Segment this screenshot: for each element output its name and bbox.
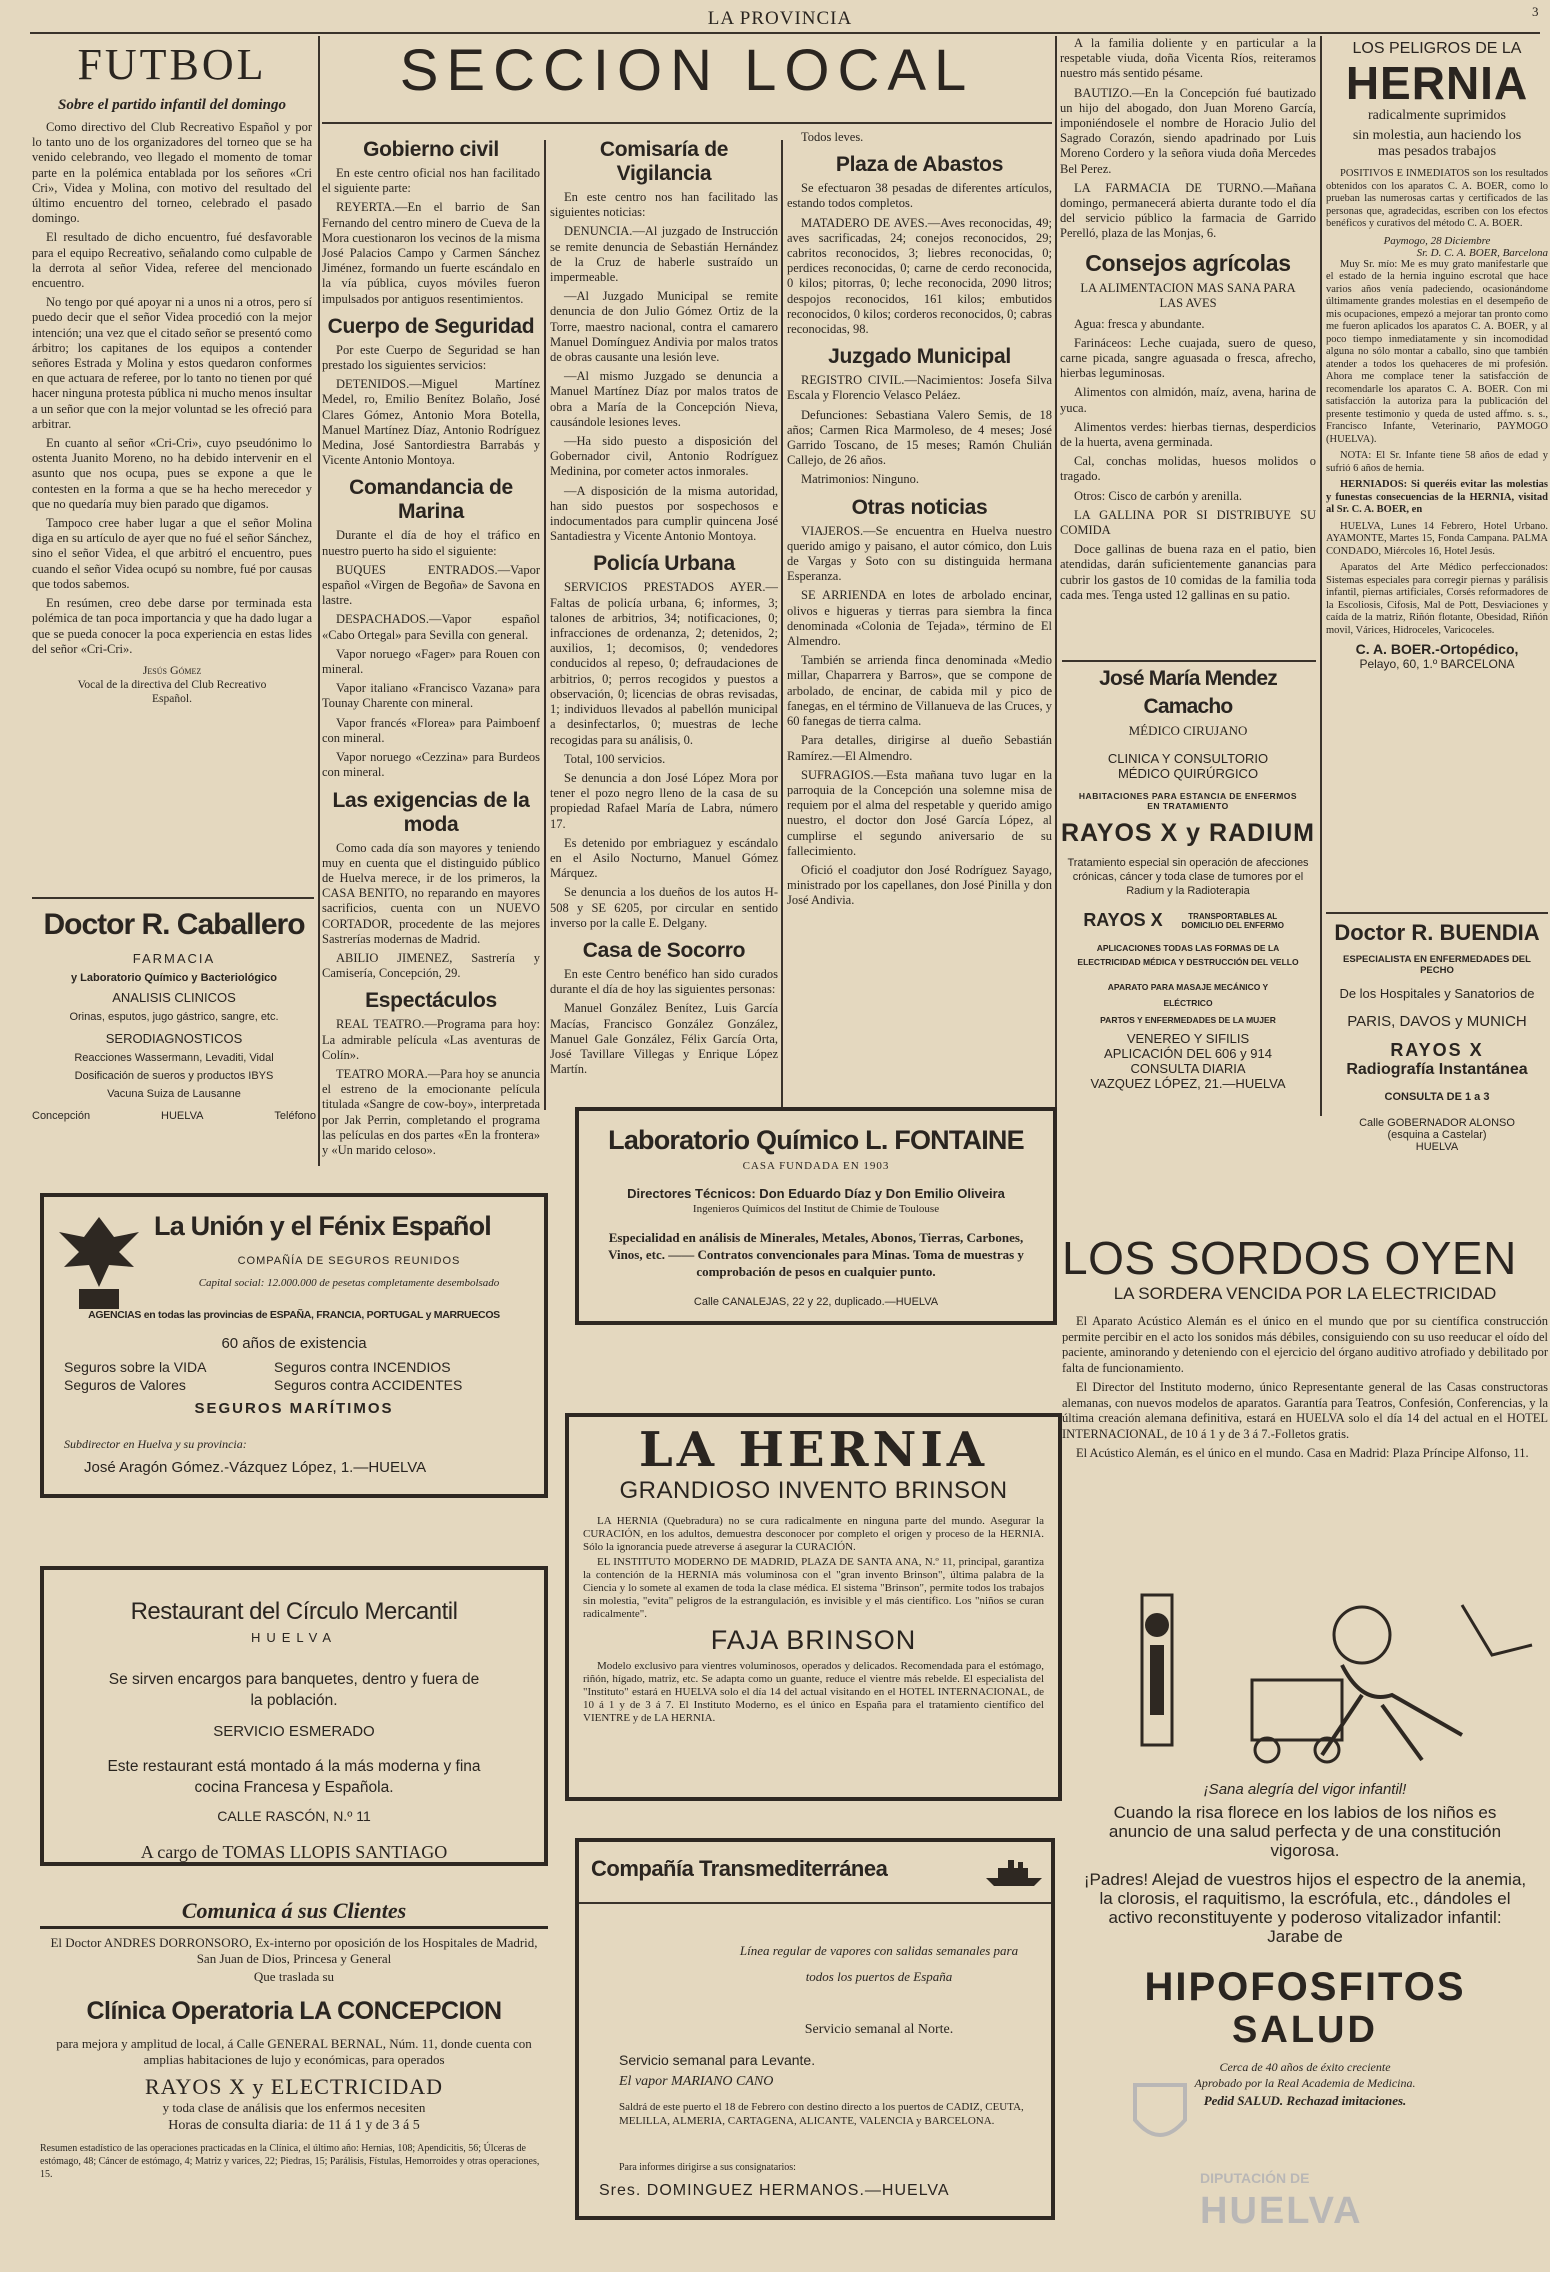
union-l4: 60 años de existencia (221, 1335, 367, 1352)
restaurant-ad (40, 1566, 548, 1866)
hipo-l8: Pedid SALUD. Rechazad imitaciones. (1203, 2093, 1407, 2108)
fontaine-l1: CASA FUNDADA EN 1903 (742, 1160, 890, 1172)
mendez-l13: VAZQUEZ LÓPEZ, 21.—HUELVA (1090, 1076, 1286, 1091)
mendez-l5: Tratamiento especial sin operación de afecciones crónicas, cáncer y toda clase de tumores por el Radium y la Radioterapia (1067, 857, 1309, 897)
divider (1326, 912, 1548, 914)
news-paragraph: También se arrienda finca denominada «Medio millar, Chaparrera y Barros», que se compone de arbolado, de encinar, de cabida mil y pico de fanegas, en el término de Villanueva de las Cruces, y 60 fanegas de tierra calma. (787, 653, 1052, 729)
caballero-city: HUELVA (161, 1110, 204, 1122)
transmed-l2: Servicio semanal al Norte. (804, 2022, 954, 2037)
sordos-body: El Aparato Acústico Alemán es el único en el mundo que por su científica construcción permite percibir en el acto los sonidos más débiles, consiguiendo con su uso reeducar el oído del paciente, aminorando y deteniendo con el ejercicio del órgano auditivo atrofiado y debilitado por falta de funcionamiento. (1062, 1314, 1548, 1375)
mendez-l10: VENEREO Y SIFILIS (1126, 1031, 1250, 1046)
consejos-paragraph: LA GALLINA POR SI DISTRIBUYE SU COMIDA (1060, 507, 1316, 538)
fontaine-l3: Ingenieros Químicos del Institut de Chimie de Toulouse (692, 1203, 940, 1215)
transmed-title: Compañía Transmediterránea (591, 1856, 888, 1881)
union-l6a: Seguros de Valores (64, 1377, 186, 1393)
sordos-ad (1062, 1232, 1548, 1572)
union-l1: COMPAÑÍA DE SEGUROS REUNIDOS (237, 1255, 461, 1267)
brinson-body: LA HERNIA (Quebradura) no se cura radicalmente en ninguna parte del mundo. Asegurar la CURACIÓN, en los adultos, demuestra desconocer por completo el origen y proceso de la HERNIA. Sólo la ignorancia puede atreverse á asegurar la CURACIÓN. (583, 1515, 1044, 1553)
mendez-ad (1060, 665, 1316, 1210)
news-paragraph: TEATRO MORA.—Para hoy se anuncia el estreno de la emocionante película titulada «Sangre de cow-boy», interpretada por Jak Perrin, completando el programa las películas en dos partes «En la frontera» y «Un marido celoso». (322, 1066, 540, 1157)
clinica-title: Comunica á sus Clientes (40, 1898, 548, 1929)
consejos-sub: LA ALIMENTACION MAS SANA PARA LAS AVES (1080, 280, 1296, 310)
futbol-paragraph: Como directivo del Club Recreativo Español y por lo tanto uno de los organizadores del torneo que se ha venido celebrando, veo llegado el momento de tomar parte en la polémica entablada por los señores «Cri Cri», Videa y Molina, con motivo del resultado del último encuentro del torneo, celebrado el pasado domingo. (32, 120, 312, 226)
consejos-paragraph: Alimentos verdes: hierbas tiernas, desperdicios de la huerta, avena germinada. (1060, 419, 1316, 450)
buendia-l3: PARIS, DAVOS y MUNICH (1347, 1013, 1527, 1030)
news-paragraph: DENUNCIA.—Al juzgado de Instrucción se remite denuncia de Sebastián Hernández de la Cruz de haberle sustraído un impermeable. (550, 224, 778, 285)
section-heading: Comandancia de Marina (349, 476, 513, 524)
fontaine-ad (575, 1107, 1057, 1325)
news-paragraph: —Ha sido puesto a disposición del Gobernador civil, Antonio Rodríguez Medinina, por cometer actos inmorales. (550, 434, 778, 479)
news-paragraph: Por este Cuerpo de Seguridad se han prestado los siguientes servicios: (322, 342, 540, 373)
buendia-l2: De los Hospitales y Sanatorios de (1339, 986, 1535, 1001)
caballero-orinas: Orinas, esputos, jugo gástrico, sangre, etc. (69, 1011, 279, 1023)
fontaine-l4: Especialidad en análisis de Minerales, Metales, Abonos, Tierras, Carbones, Vinos, etc. —— Contratos convencionales para Minas. Toma de muestras y comprobación de pesos en cualquier punto. (608, 1230, 1024, 1279)
section-heading: Casa de Socorro (582, 938, 746, 962)
buendia-l5: Radiografía Instantánea (1346, 1061, 1528, 1078)
caballero-dosif: Dosificación de sueros y productos IBYS (74, 1070, 274, 1082)
section-heading: Policía Urbana (593, 552, 735, 576)
news-paragraph: Se denuncia a los dueños de los autos H-508 y SE 6205, por circular en sentido inverso por la calle E. Delgany. (550, 885, 778, 930)
buendia-name: Doctor R. BUENDIA (1334, 920, 1540, 945)
seccion-col2 (550, 130, 778, 1105)
futbol-subtitle: Sobre el partido infantil del domingo (58, 97, 286, 113)
brinson-faja: FAJA BRINSON (710, 1625, 917, 1655)
news-paragraph: SE ARRIENDA en lotes de arbolado encinar, olivos e higueras y tierras para siembra la finca denominada «Colonia de Tejada», término de El Almendro. (787, 588, 1052, 649)
transmed-l4: El vapor MARIANO CANO (619, 2074, 774, 2089)
hipo-l7: Aprobado por la Real Academia de Medicina. (1194, 2076, 1416, 2090)
union-l5b: Seguros contra INCENDIOS (274, 1359, 451, 1375)
caballero-lab: y Laboratorio Químico y Bacteriológico (71, 972, 277, 984)
hernia-boer-ad (1326, 40, 1548, 910)
news-paragraph: Vapor italiano «Francisco Vazana» para Tounay Charente con mineral. (322, 681, 540, 711)
page-number: 3 (1532, 4, 1539, 19)
news-paragraph: —Al mismo Juzgado se denuncia a Manuel Martínez Díaz por malos tratos de obra a María de la Concepción Nieva, causándole lesiones leves. (550, 369, 778, 429)
news-paragraph: Para detalles, dirigirse al dueño Sebastián Ramírez.—El Almendro. (787, 733, 1052, 763)
fontaine-l2: Directores Técnicos: Don Eduardo Díaz y Don Emilio Oliveira (627, 1186, 1005, 1201)
child-illustration (1062, 1585, 1548, 1770)
caballero-analisis: ANALISIS CLINICOS (112, 990, 236, 1005)
consejos-paragraph: Alimentos con almidón, maíz, avena, harina de yuca. (1060, 385, 1316, 415)
futbol-paragraph: Tampoco cree haber lugar a que el señor Molina diga en su artículo de ayer que no fué el señor Sánchez, sino el señor Videa, el que arbitró el encuentro, pues cuando el señor Videa ocupó su nombre, fué por causas que todos sabemos. (32, 516, 312, 591)
hernia-boer-sub3: mas pesados trabajos (1377, 144, 1497, 159)
clinica-l2: Que traslada su (253, 1969, 335, 1984)
caballero-address: Concepción (32, 1110, 91, 1122)
caballero-phone: Teléfono (274, 1110, 316, 1122)
ship-icon (984, 1856, 1044, 1888)
union-l2: Capital social: 12.000.000 de pesetas completamente desembolsado (198, 1277, 500, 1289)
consejos-title: Consejos agrícolas (1085, 249, 1291, 276)
mendez-role: MÉDICO CIRUJANO (1128, 723, 1248, 738)
restaurant-l2: SERVICIO ESMERADO (213, 1723, 375, 1740)
hernia-boer-letter-to: Sr. D. C. A. BOER, Barcelona (1416, 246, 1548, 259)
mendez-l9: PARTOS Y ENFERMEDADES DE LA MUJER (1100, 1015, 1276, 1025)
clinica-ad (40, 1898, 548, 2203)
buendia-l1: ESPECIALISTA EN ENFERMEDADES DEL PECHO (1343, 954, 1531, 976)
section-heading: Gobierno civil (363, 138, 499, 161)
clinica-l7: Horas de consulta diaria: de 11 á 1 y de 3 á 5 (168, 2118, 420, 2133)
restaurant-l4: CALLE RASCÓN, N.º 11 (217, 1808, 371, 1824)
mendez-l2: MÉDICO QUIRÚRGICO (1117, 766, 1259, 781)
news-paragraph: Vapor noruego «Fager» para Rouen con mineral. (322, 646, 540, 677)
consejos-paras (1060, 317, 1316, 603)
news-paragraph: DESPACHADOS.—Vapor español «Cabo Ortegal» para Sevilla con general. (322, 612, 540, 642)
futbol-title: FUTBOL (77, 40, 267, 89)
news-paragraph: Es detenido por embriaguez y escándalo en el Asilo Nocturno, Manuel Gómez Márquez. (550, 835, 778, 881)
clinica-l5: RAYOS X y ELECTRICIDAD (144, 2074, 444, 2099)
hipo-l6: Cerca de 40 años de éxito creciente (1219, 2060, 1391, 2074)
hernia-boer-letter-head: Paymogo, 28 Diciembre (1383, 234, 1491, 247)
col-rule-2 (544, 140, 546, 1110)
hernia-boer-letter: Muy Sr. mío: Me es muy grato manifestarle que el estado de la hernia inguino escrotal que hace varios años venía padeciendo, ocasionándome últimamente grandes molestias en el desempeño de mis ocupaciones, empezó a mejorar tan pronto como me fueron aplicados los aparatos C. A. BOER, y al poco tiempo inmediatamente y sin incomodidad alguna no sólo montar a caballo, sino que también atender a todos los quehaceres de mi profesión. Ahora me complace tener la satisfacción de recomendarle los aparatos C. A. BOER. Con mi satisfacción la autoriza para la publicación del presente testimonio y queda de usted affmo. s. s., Francisco Infante, Veterinario, PAYMOGO (HUELVA). (1326, 258, 1548, 445)
transmed-l3: Servicio semanal para Levante. (619, 2052, 816, 2068)
section-heading: Cuerpo de Seguridad (327, 314, 535, 338)
brinson-sub: GRANDIOSO INVENTO BRINSON (619, 1477, 1008, 1504)
col-rule-5 (1320, 36, 1322, 1116)
restaurant-city: HUELVA (250, 1630, 338, 1645)
sordos-body3: El Acústico Alemán, es el único en el mundo. Casa en Madrid: Plaza Príncipe Alfonso, 11. (1076, 1446, 1529, 1460)
futbol-paragraph: En resúmen, creo debe darse por terminada esta polémica de tan poca importancia y que ha dado lugar a que se pueda conocer la poca experiencia en estas lides del señor «Cri-Cri». (32, 596, 312, 656)
news-paragraph: ABILIO JIMENEZ, Sastrería y Camisería, Concepción, 29. (322, 950, 540, 981)
union-title: La Unión y el Fénix Español (154, 1211, 491, 1241)
news-paragraph: En este Centro benéfico han sido curados durante el día de hoy las siguientes personas: (550, 966, 778, 997)
col4-paras (1060, 36, 1316, 242)
seccion-local-title: SECCION LOCAL (399, 38, 975, 103)
news-paragraph: REYERTA.—En el barrio de San Fernando del centro minero de Cueva de la Mora cuestionaron los vecinos de la misma José Palacios Campo y Carmen Sánchez Jiménez, formando un fuerte escándalo en la vía pública, cuyos móviles fueron impulsados por antiguos resentimientos. (322, 200, 540, 306)
brinson-title: LA HERNIA (638, 1422, 989, 1478)
masthead: LA PROVINCIA (707, 8, 853, 29)
section-heading: Plaza de Abastos (835, 153, 1004, 177)
mendez-l8: APARATO PARA MASAJE MECÁNICO Y ELÉCTRICO (1107, 982, 1269, 1008)
mendez-l11: APLICACIÓN DEL 606 y 914 (1104, 1046, 1272, 1061)
news-paragraph: Durante el día de hoy el tráfico en nuestro puerto ha sido el siguiente: (322, 528, 540, 558)
news-paragraph: LA FARMACIA DE TURNO.—Mañana domingo, permanecerá abierta durante todo el día del servicio público la farmacia de Garrido Perelló, plaza de las Monjas, 6. (1060, 180, 1316, 241)
divider (1062, 660, 1316, 662)
mendez-l3: HABITACIONES PARA ESTANCIA DE ENFERMOS EN TRATAMIENTO (1078, 791, 1298, 811)
buendia-l4: RAYOS X (1390, 1040, 1484, 1060)
transmed-l6: Para informes dirigirse a sus consignatarios: (619, 2162, 796, 2173)
brinson-body3: Modelo exclusivo para vientres voluminosos, operados y delicados. Recomendada para el estómago, riñón, hígado, matriz, etc. Se adapta como un guante, reduce el vientre más rebelde. El especialista del "Instituto" estará en HUELVA solo el día 14 del actual visitando en el HOTEL INTERNACIONAL, de 10 á 1 y de 3 á 7. El Instituto Moderno, es el único en España para el tratamiento científico del VIENTRE y de LA HERNIA. (583, 1660, 1044, 1724)
restaurant-l3: Este restaurant está montado á la más moderna y fina cocina Francesa y Española. (107, 1758, 481, 1796)
news-paragraph: BAUTIZO.—En la Concepción fué bautizado un hijo del abogado, don Juan Moreno García, imponiéndosele el nombre de Horacio Julio del Sagrado Corazón, siendo apadrinado por Luis Moreno Cordero y la señora viuda doña Mercedes Bel Perez. (1060, 85, 1316, 176)
consejos-paragraph: Farináceos: Leche cuajada, suero de queso, carne picada, sangre aguasada o fresca, afrecho, hierbas leguminosas. (1060, 335, 1316, 381)
hernia-boer-footer: C. A. BOER.-Ortopédico, (1355, 641, 1519, 657)
fontaine-title: Laboratorio Químico L. FONTAINE (608, 1125, 1024, 1155)
news-paragraph: Como cada día son mayores y teniendo muy en cuenta que el distinguido público de Huelva merece, ir de los primeros, la CASA BENITO, no reparando en mayores sacrificios, cuenta con un NUEVO CORTADOR, procedente de las mejores Sastrerías modernas de Madrid. (322, 840, 540, 946)
col-rule-4 (1055, 36, 1057, 1116)
caballero-vacuna: Vacuna Suiza de Lausanne (107, 1088, 241, 1100)
hernia-boer-nota: NOTA: El Sr. Infante tiene 58 años de edad y sufrió 6 años de hernia. (1326, 450, 1548, 474)
caballero-ad (32, 905, 316, 1155)
union-l9: José Aragón Gómez.-Vázquez López, 1.—HUELVA (84, 1459, 427, 1476)
futbol-body (32, 120, 312, 657)
clinica-l6: y toda clase de análisis que los enfermos necesiten (162, 2100, 426, 2115)
col-rule-3 (781, 140, 783, 1110)
seccion-col3 (787, 130, 1052, 1105)
union-l5a: Seguros sobre la VIDA (64, 1359, 207, 1375)
mendez-name: José María Mendez Camacho (1099, 667, 1277, 718)
caballero-farmacia: FARMACIA (132, 951, 216, 966)
hernia-boer-title: HERNIA (1345, 57, 1529, 109)
clinica-l1: El Doctor ANDRES DORRONSORO, Ex-interno por oposición de los Hospitales de Madrid, San Juan de Dios, Princesa y General (50, 1935, 538, 1966)
news-paragraph: Vapor francés «Florea» para Paimboenf con mineral. (322, 715, 540, 745)
col4-news (1060, 36, 1316, 676)
title-rule (322, 122, 1052, 124)
futbol-signature-role: Vocal de la directiva del Club Recreativo Español. (77, 678, 267, 705)
union-l3: AGENCIAS en todas las provincias de ESPAÑA, FRANCIA, PORTUGAL y MARRUECOS (88, 1309, 500, 1321)
mendez-l7: APLICACIONES TODAS LAS FORMAS DE LA ELECTRICIDAD MÉDICA Y DESTRUCCIÓN DEL VELLO (1077, 943, 1299, 967)
futbol-paragraph: El resultado de dicho encuentro, fué desfavorable para el equipo Recreativo, señalando como culpable de la derrota al señor Videa, referee del mencionado encuentro. (32, 230, 312, 291)
clinica-l8: Resumen estadístico de las operaciones practicadas en la Clínica, el último año: Hernias, 108; Apendicitis, 56; Úlceras de estómago, 48; Cáncer de estómago, 4; Matriz y varices, 22; Piedras, 15; Parálisis, Fístulas, Hemorroides y otras operaciones, 15. (40, 2143, 540, 2180)
section-heading: Las exigencias de la moda (332, 788, 530, 836)
seccion-col1 (322, 130, 540, 1160)
stamp-l2: HUELVA (1200, 2190, 1363, 2232)
hernia-boer-body: POSITIVOS E INMEDIATOS son los resultados obtenidos con los aparatos C. A. BOER, como lo prueban las numerosas cartas y certificados de las personas que, agradecidas, escriben con los efectos benéficos y curativos del método C. A. BOER. (1326, 168, 1548, 229)
phoenix-icon (54, 1207, 144, 1317)
futbol-paragraph: No tengo por qué apoyar ni a unos ni a otros, pero sí puedo decir que el señor Videa procedió con la mejor intención; una vez que el citado señor se presentó como árbitro; los capitanes de los equipos a contender señores Estrada y Molina y estos quedaron conformes en que actuara de referee, por lo tanto no tienen por qué hacer ninguna protesta pública ni mucho menos insultar a un señor que con la mejor voluntad se les ofreció para arbitrar. (32, 295, 312, 431)
brinson-body2: EL INSTITUTO MODERNO DE MADRID, PLAZA DE SANTA ANA, N.º 11, principal, garantiza la contención de la HERNIA más voluminosa con el "gran invento Brinson", última palabra de la Ciencia y lo somete al examen de toda la clase médica. El sistema "Brinson", permite todos los trabajos sin molestia, "evita" peligros de la estrangulación, es invisible y el más científico. Los "niños se curan radicalmente". (583, 1556, 1044, 1620)
news-paragraph: Se denuncia a don José López Mora por tener el pozo negro lleno de la casa de su propiedad Rafael María de Labra, número 17. (550, 770, 778, 831)
hipo-l1: ¡Sana alegría del vigor infantil! (1203, 1781, 1407, 1798)
hipo-l3: ¡Padres! Alejad de vuestros hijos el espectro de la anemia, la clorosis, el raquitismo, la escrófula, etc., dándoles el activo reconstituyente y poderoso vitalizador infantil: Jarabe de (1083, 1870, 1527, 1946)
section-heading: Otras noticias (851, 495, 988, 519)
mendez-l12: CONSULTA DIARIA (1130, 1061, 1246, 1076)
buendia-l7: Calle GOBERNADOR ALONSO (1359, 1117, 1515, 1129)
union-fenix-ad (40, 1193, 548, 1498)
buendia-l8: (esquina a Castelar) (1387, 1129, 1487, 1141)
hipo-l4: HIPOFOSFITOS (1144, 1965, 1466, 2009)
hernia-boer-top: LOS PELIGROS DE LA (1352, 40, 1522, 57)
section-heading: Comisaría de Vigilancia (599, 138, 729, 185)
restaurant-l5: A cargo de TOMAS LLOPIS SANTIAGO (140, 1842, 448, 1862)
transmed-l5: Saldrá de este puerto el 18 de Febrero con destino directo a los puertos de CADIZ, CEUTA, MELILLA, ALMERIA, CARTAGENA, ALICANTE, VALENCIA y BARCELONA. (619, 2101, 1024, 2127)
news-paragraph: Todos leves. (801, 130, 864, 144)
news-paragraph: DETENIDOS.—Miguel Martínez Medel, ro, Emilio Benítez Bolaño, José Clares Gómez, Antonio Mora Botella, Manuel Martínez Díaz, Antonio Rodríguez Medina, José Santordiestra Barrabás y Vicente Antonio Montoya. (322, 377, 540, 468)
transmed-l1: Línea regular de vapores con salidas semanales para todos los puertos de España (739, 1943, 1019, 1984)
news-paragraph: En este centro nos han facilitado las siguientes noticias: (550, 190, 778, 220)
divider (32, 897, 314, 899)
news-paragraph: En este centro oficial nos han facilitado el siguiente parte: (322, 166, 540, 196)
mendez-rayos: RAYOS X y RADIUM (1060, 819, 1315, 847)
futbol-signature: Jesús Gómez (142, 662, 202, 677)
restaurant-l1: Se sirven encargos para banquetes, dentro y fuera de la población. (108, 1671, 480, 1709)
news-paragraph: BUQUES ENTRADOS.—Vapor español «Virgen de Begoña» de Savona en lastre. (322, 562, 540, 608)
news-paragraph: Defunciones: Sebastiana Valero Semis, de 18 años; Carmen Rica Marmoleso, de 4 meses; José Garrido Toscano, de 15 meses; Ramón Chulián Callejo, de 26 años. (787, 407, 1052, 468)
news-paragraph: Ofició el coadjutor don José Rodríguez Sayago, ministrado por los capellanes, don José Pinilla y don José Andivia. (787, 862, 1052, 908)
archive-stamp (1130, 2060, 1460, 2260)
union-l6b: Seguros contra ACCIDENTES (274, 1377, 463, 1393)
union-l7: SEGUROS MARÍTIMOS (194, 1400, 394, 1417)
news-paragraph: MATADERO DE AVES.—Aves reconocidas, 49; aves sacrificadas, 24; conejos reconocidos, 29; cabritos reconocidos, 3; liebres reconocidas, 0; perdices reconocidas, 0; carne de cerdo reconocida, 0 kilos; pitorras, 0; leche reconocida, 2090 litros; despojos reconocidos, 161 kilos; embutidos reconocidos, 0 kilos; corderos reconocidos, 0; cabras reconocidas, 98. (787, 215, 1052, 337)
news-paragraph: Se efectuaron 38 pesadas de diferentes artículos, estando todos completos. (787, 181, 1052, 211)
consejos-paragraph: Agua: fresca y abundante. (1074, 316, 1205, 331)
buendia-l9: HUELVA (1415, 1141, 1459, 1153)
news-paragraph: —Al Juzgado Municipal se remite denuncia de don Julio Gómez Ortiz de la Torre, maestro nacional, contra el camarero Manuel Domínguez Andivia por malos tratos de obras causante una lesión leve. (550, 289, 778, 365)
stamp-l1: DIPUTACIÓN DE (1200, 2170, 1310, 2186)
transmed-l7: Sres. DOMINGUEZ HERMANOS.—HUELVA (599, 2182, 950, 2199)
hernia-boer-aparatos: Aparatos del Arte Médico perfeccionados: Sistemas especiales para corregir piernas y parálisis infantil, piernas artificiales, Corsés reformadores de la Escoliosis, Cifosis, Mal de Pott, Desviaciones y caída de la matriz, Riñón flotante, Obesidad, Riñón movil, Várices, Hidroceles, Varicoceles. (1326, 562, 1548, 636)
hernia-brinson-ad (565, 1413, 1062, 1801)
news-paragraph: —A disposición de la misma autoridad, han sido puestos por sospechosos e indocumentados para cumplir quincena José Santadiestra y Vicente Antonio Montoya. (550, 483, 778, 544)
clinica-l3: Clínica Operatoria LA CONCEPCION (86, 1997, 502, 2025)
section-heading: Espectáculos (365, 989, 497, 1013)
news-paragraph: A la familia doliente y en particular a la respetable viuda, doña Vicenta Ríos, reiteramos nuestro más sentido pésame. (1060, 36, 1316, 81)
hernia-boer-towns: HUELVA, Lunes 14 Febrero, Hotel Urbano. AYAMONTE, Martes 15, Fonda Campana. PALMA CONDADO, Miércoles 16, Hotel Jesús. (1326, 520, 1548, 557)
sordos-title: LOS SORDOS OYEN (1062, 1232, 1517, 1284)
mendez-l6b: TRANSPORTABLES AL DOMICILIO DEL ENFERMO (1181, 911, 1284, 930)
header-rule (30, 32, 1540, 34)
transmed-rule (579, 1902, 1053, 1904)
hernia-boer-sub2: sin molestia, aun haciendo los (1352, 128, 1522, 143)
news-paragraph: Manuel González Benítez, Luis García Macías, Francisco González González, Manuel Gale González, Félix García Orta, José Tavillare Villegas y Enrique López Martín. (550, 1001, 778, 1077)
section-heading: Juzgado Municipal (828, 345, 1011, 369)
buendia-l6: CONSULTA DE 1 a 3 (1384, 1091, 1490, 1103)
hipo-l5: SALUD (1232, 2009, 1378, 2051)
consejos-paragraph: Cal, conchas molidas, huesos molidos o tragado. (1060, 454, 1316, 484)
buendia-ad (1326, 918, 1548, 1208)
crest-icon (1130, 2080, 1190, 2150)
news-paragraph: REGISTRO CIVIL.—Nacimientos: Josefa Silva Escala y Florencio Velasco Peláez. (787, 373, 1052, 403)
news-paragraph: REAL TEATRO.—Programa para hoy: La admirable película «Las aventuras de Colín». (322, 1017, 540, 1062)
sordos-body2: El Director del Instituto moderno, único Representante general de las Casas constructoras alemanas, con nuevos modelos de aparatos. Garantía para Teatros, Confesión, Conferencias, y la última creación alemana definitiva, estará en HUELVA solo el día 14 del actual en el HOTEL INTERNACIONAL, de 10 á 1 y de 3 á 7.-Folletos gratis. (1062, 1380, 1548, 1441)
restaurant-title: Restaurant del Círculo Mercantil (130, 1598, 458, 1625)
caballero-reacciones: Reacciones Wassermann, Levaditi, Vidal (74, 1052, 274, 1064)
sordos-sub: LA SORDERA VENCIDA POR LA ELECTRICIDAD (1113, 1284, 1497, 1303)
futbol-paragraph: En cuanto al señor «Cri-Cri», cuyo pseudónimo lo ostenta Juanito Moreno, no ha debido intervenir en el asunto que nos ocupa, pues se expone a que le contesten en la forma a que se ha hecho merecedor y que no quedaría muy bien parado que digamos. (32, 436, 312, 511)
consejos-paragraph: Doce gallinas de buena raza en el patio, bien atendidas, darán suficientemente ganancias para cubrir los gastos de 10 comidas de la familia toda cada mes. Tenga usted 12 gallinas en su patio. (1060, 542, 1316, 602)
caballero-name: Doctor R. Caballero (43, 908, 305, 941)
clinica-l4: para mejora y amplitud de local, á Calle GENERAL BERNAL, Núm. 11, donde cuenta con amplias habitaciones de lujo y económicas, para operados (56, 2036, 532, 2067)
hernia-boer-herniados: HERNIADOS: Si queréis evitar las molestias y funestas consecuencias de la HERNIA, visitad al Sr. C. A. BOER, en (1326, 479, 1548, 515)
mendez-rayos2: RAYOS X (1083, 910, 1163, 930)
mendez-l1: CLINICA Y CONSULTORIO (1107, 751, 1269, 766)
news-paragraph: VIAJEROS.—Se encuentra en Huelva nuestro querido amigo y paisano, el autor cómico, don Luis de Vargas y Soto con su distinguida hermana Esperanza. (787, 523, 1052, 584)
hernia-boer-sub1: radicalmente suprimidos (1367, 108, 1507, 123)
news-paragraph: SERVICIOS PRESTADOS AYER.—Faltas de policía urbana, 6; informes, 3; talones de arbitrios, 34; notificaciones, 0; infracciones de ordenanza, 2; detenidos, 2; auxilios, 1; decomisos, 0; vendedores conducidos al repeso, 0; defraudaciones de arbitrios, 0; perros recogidos y puestos a observación, 0; licencias de obras revisadas, 1; individuos llevados al pabellón municipal a desinfectarlos, 0; muestras de leche recogidas para su análisis, 0. (550, 580, 778, 747)
news-paragraph: Matrimonios: Ninguno. (801, 472, 920, 487)
union-l8: Subdirector en Huelva y su provincia: (64, 1437, 247, 1451)
hipo-l2: Cuando la risa florece en los labios de los niños es anuncio de una salud perfecta y de una constitución vigorosa. (1108, 1803, 1502, 1860)
news-paragraph: Vapor noruego «Cezzina» para Burdeos con mineral. (322, 750, 540, 780)
news-paragraph: Total, 100 servicios. (564, 751, 666, 766)
consejos-paragraph: Otros: Cisco de carbón y arenilla. (1074, 488, 1243, 503)
transmed-ad (575, 1838, 1055, 2220)
fontaine-l5: Calle CANALEJAS, 22 y 22, duplicado.—HUELVA (693, 1296, 939, 1308)
caballero-sero: SERODIAGNOSTICOS (105, 1031, 243, 1046)
hernia-boer-footer2: Pelayo, 60, 1.º BARCELONA (1359, 657, 1515, 671)
col-rule-1 (318, 36, 320, 1166)
news-paragraph: SUFRAGIOS.—Esta mañana tuvo lugar en la parroquia de la Concepción una solemne misa de requiem por el alma del respetable y querido amigo nuestro, el doctor don José García López, al cumplirse el segundo aniversario de su fallecimiento. (787, 767, 1052, 858)
futbol-article (32, 40, 312, 890)
